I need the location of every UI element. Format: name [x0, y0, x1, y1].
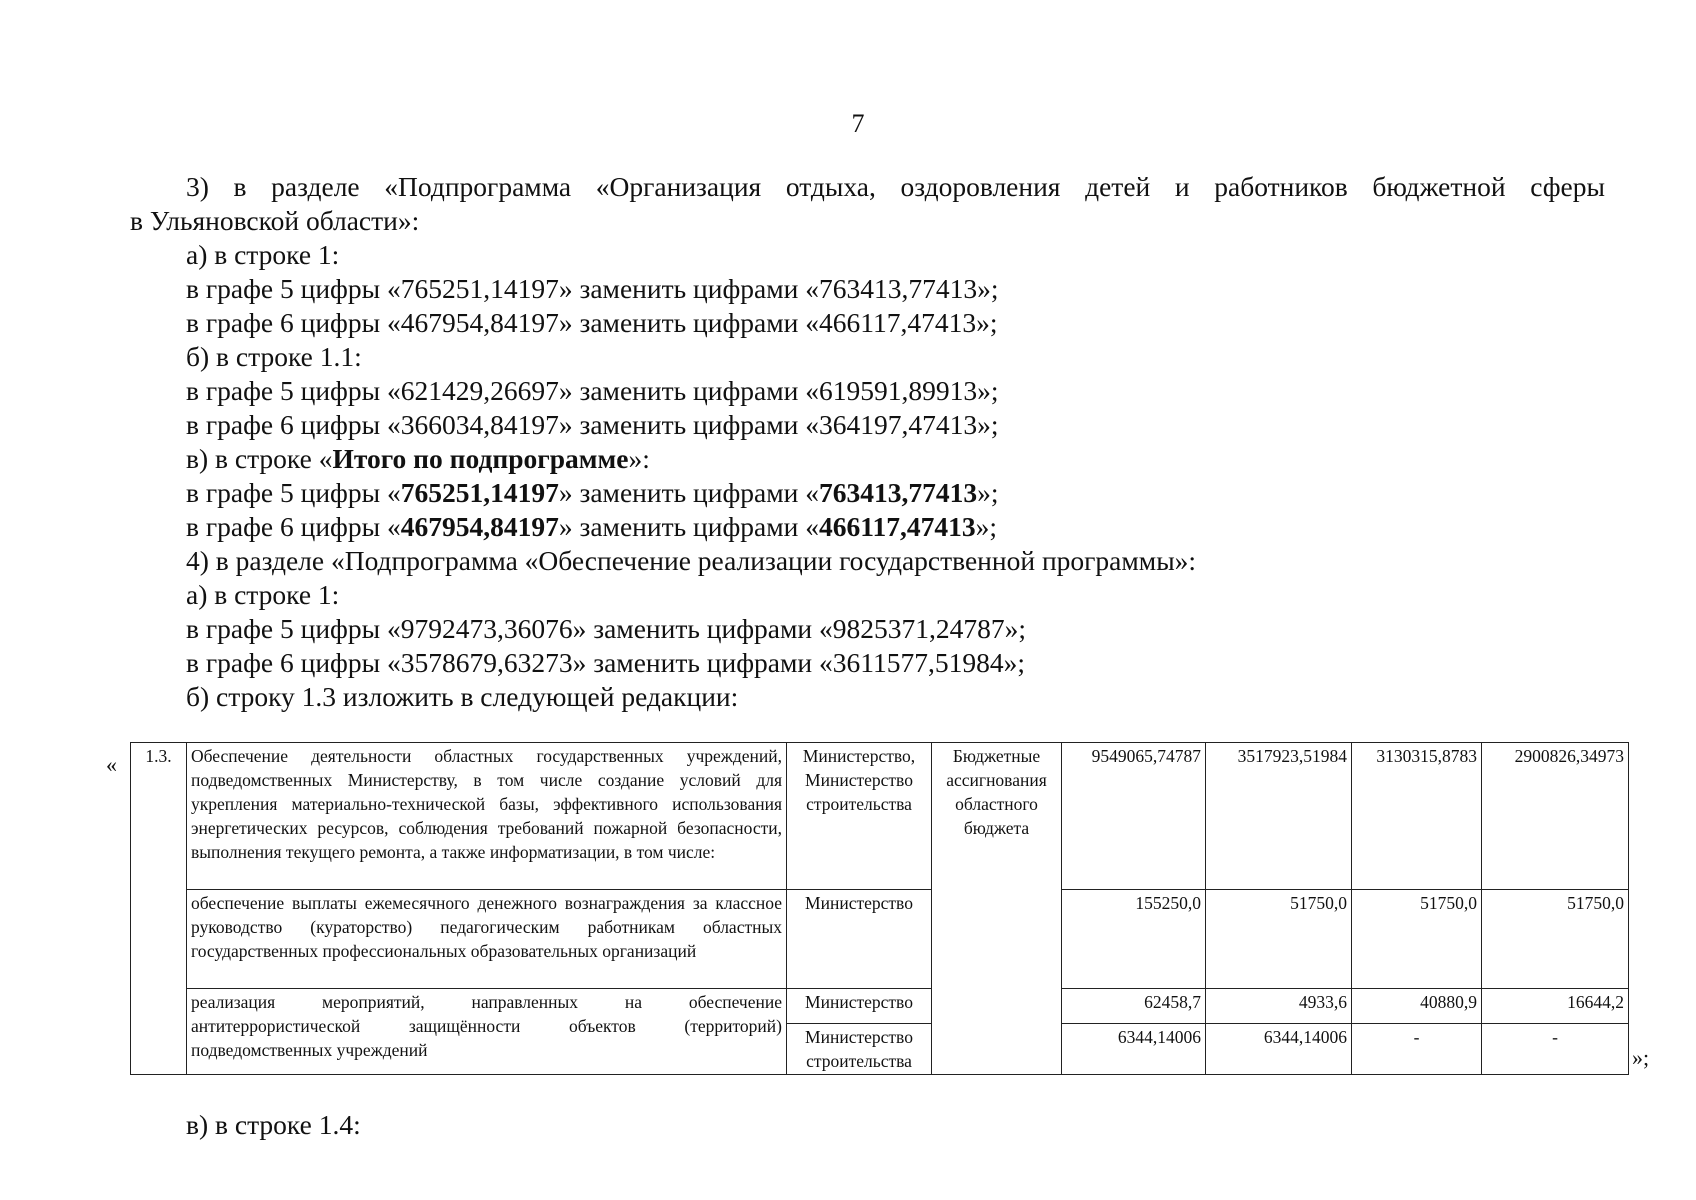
text-span: » заменить цифрами « [558, 511, 819, 542]
value-year-2: 40880,9 [1352, 989, 1482, 1023]
document-body [130, 170, 1605, 714]
table-close-quote: »; [1632, 1045, 1650, 1070]
text-span: » заменить цифрами « [558, 477, 819, 508]
funding-source-cell: Бюджетные ассигнования областного бюджета [932, 743, 1062, 1075]
value-total: 62458,7 [1062, 989, 1206, 1023]
row-description: реализация мероприятий, направленных на обеспечение антитеррористической защищённости объектов (территорий) подведомственных учреждений [187, 989, 787, 1075]
text-span: »; [977, 477, 999, 508]
executor-cell: Министерство строительства [787, 1023, 932, 1074]
paragraph-4: 4) в разделе «Подпрограмма «Обеспечение реализации государственной программы»: [186, 545, 1197, 576]
page-number: 7 [851, 109, 865, 138]
table-open-quote: « [106, 752, 117, 777]
executor-cell: Министерство [787, 989, 932, 1023]
row-number: 1.3. [131, 743, 187, 1075]
item-v-row-1-4: в) в строке 1.4: [186, 1109, 361, 1140]
item-v-column-6 [130, 510, 1605, 544]
text-span: »; [975, 511, 997, 542]
item-a-column-6: в графе 6 цифры «467954,84197» заменить цифрами «466117,47413»; [186, 307, 998, 338]
value-year-1: 3517923,51984 [1206, 743, 1352, 890]
text-span: в графе 5 цифры « [186, 477, 401, 508]
item-a-row-1: а) в строке 1: [186, 239, 340, 270]
executor-cell: Министерство, Министерство строительства [787, 743, 932, 890]
paragraph-3-line-2: в Ульяновской области»: [130, 205, 420, 236]
new-value: 466117,47413 [818, 511, 976, 542]
row-description: обеспечение выплаты ежемесячного денежного вознаграждения за классное руководство (кураторство) педагогическим работникам областных государственных профессиональных образовательных организаций [187, 890, 787, 989]
value-year-2: 51750,0 [1352, 890, 1482, 989]
value-year-1: 4933,6 [1206, 989, 1352, 1023]
text-span: в графе 6 цифры « [186, 511, 401, 542]
value-total: 6344,14006 [1062, 1023, 1206, 1074]
table-row [131, 890, 1629, 989]
item-v-suffix: »: [628, 443, 650, 474]
item-b-column-6: в графе 6 цифры «366034,84197» заменить цифрами «364197,47413»; [186, 409, 999, 440]
paragraph-3-line-1: 3) в разделе «Подпрограмма «Организация отдыха, оздоровления детей и работников бюджетной сферы [186, 171, 1605, 202]
table-row [131, 743, 1629, 890]
value-total: 9549065,74787 [1062, 743, 1206, 890]
paragraph-4-item-a-column-6: в графе 6 цифры «3578679,63273» заменить цифрами «3611577,51984»; [186, 647, 1025, 678]
paragraph-4-item-a-column-5: в графе 5 цифры «9792473,36076» заменить цифрами «9825371,24787»; [186, 613, 1026, 644]
value-total: 155250,0 [1062, 890, 1206, 989]
paragraph-4-item-b: б) строку 1.3 изложить в следующей редакции: [186, 681, 739, 712]
value-year-2: - [1352, 1023, 1482, 1074]
value-year-1: 6344,14006 [1206, 1023, 1352, 1074]
item-b-row-1-1: б) в строке 1.1: [186, 341, 362, 372]
item-v-total-row [130, 442, 1605, 476]
value-year-3: 16644,2 [1482, 989, 1629, 1023]
item-v-bold-title: Итого по подпрограмме [332, 443, 629, 474]
value-year-1: 51750,0 [1206, 890, 1352, 989]
paragraph-4-item-a: а) в строке 1: [186, 579, 340, 610]
value-year-3: 2900826,34973 [1482, 743, 1629, 890]
value-year-3: 51750,0 [1482, 890, 1629, 989]
item-v-column-5 [130, 476, 1605, 510]
item-b-column-5: в графе 5 цифры «621429,26697» заменить цифрами «619591,89913»; [186, 375, 999, 406]
item-v-prefix: в) в строке « [186, 443, 333, 474]
old-value: 467954,84197 [400, 511, 559, 542]
value-year-2: 3130315,8783 [1352, 743, 1482, 890]
new-value: 763413,77413 [818, 477, 978, 508]
row-1-3-table [130, 742, 1629, 1075]
value-year-3: - [1482, 1023, 1629, 1074]
table-row [131, 989, 1629, 1023]
row-description: Обеспечение деятельности областных государственных учреждений, подведомственных Министерству, в том числе создание условий для укрепления материально-технической базы, эффективного использования энергетических ресурсов, соблюдения требований пожарной безопасности, выполнения текущего ремонта, а также информатизации, в том числе: [187, 743, 787, 890]
item-a-column-5: в графе 5 цифры «765251,14197» заменить цифрами «763413,77413»; [186, 273, 999, 304]
executor-cell: Министерство [787, 890, 932, 989]
old-value: 765251,14197 [400, 477, 559, 508]
